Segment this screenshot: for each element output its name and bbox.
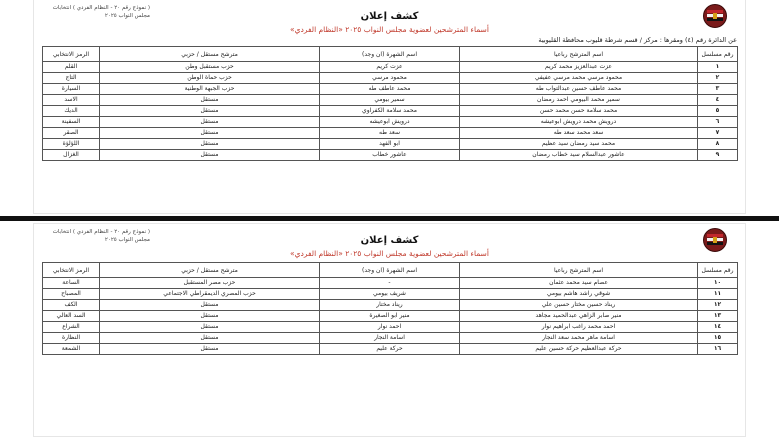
cell-fame: محمود مرسي bbox=[320, 73, 460, 84]
header-party: مترشح مستقل / حزبي bbox=[100, 47, 320, 62]
cell-name: اسامة ماهر محمد سعد النجار bbox=[460, 333, 698, 344]
cell-no: ٤ bbox=[698, 95, 738, 106]
cell-name: احمد محمد راغب ابراهيم نوار bbox=[460, 322, 698, 333]
header-fame: اسم الشهرة (ان وجد) bbox=[320, 263, 460, 278]
cell-name: شوقي راشد هاشم بيومي bbox=[460, 289, 698, 300]
cell-symbol: الغزال bbox=[43, 150, 100, 161]
announcement-page-2 bbox=[34, 224, 745, 436]
cell-party: حزب مستقبل وطن bbox=[100, 62, 320, 73]
form-number-label: ( نموذج رقم ٢٠ - النظام الفردي ) انتخابات مجلس النواب ٢٠٢٥ bbox=[52, 5, 150, 19]
header-name: اسم المترشح رباعيا bbox=[460, 263, 698, 278]
cell-party: مستقل bbox=[100, 311, 320, 322]
announcement-page-1 bbox=[34, 0, 745, 213]
cell-symbol: الديك bbox=[43, 106, 100, 117]
cell-fame: سمير بيومي bbox=[320, 95, 460, 106]
cell-symbol: الكف bbox=[43, 300, 100, 311]
header-symbol: الرمز الانتخابي bbox=[43, 263, 100, 278]
cell-fame: درويش ابوعيشه bbox=[320, 117, 460, 128]
cell-fame: اسامة النجار bbox=[320, 333, 460, 344]
cell-name: درويش محمد درويش ابوعيشه bbox=[460, 117, 698, 128]
cell-party: حزب مصر المستقبل bbox=[100, 278, 320, 289]
table-row bbox=[43, 278, 738, 289]
cell-fame: - bbox=[320, 278, 460, 289]
cell-symbol: الساعة bbox=[43, 278, 100, 289]
table-row bbox=[43, 344, 738, 355]
cell-name: سمير محمد البيومي احمد رمضان bbox=[460, 95, 698, 106]
cell-fame: عاشور خطاب bbox=[320, 150, 460, 161]
cell-name: عاشور عبدالسلام سيد خطاب رمضان bbox=[460, 150, 698, 161]
cell-symbol: الصقر bbox=[43, 128, 100, 139]
table-row bbox=[43, 73, 738, 84]
cell-name: حركة عبدالعظيم حركة حسين عليم bbox=[460, 344, 698, 355]
table-row bbox=[43, 106, 738, 117]
header-no: رقم مسلسل bbox=[698, 263, 738, 278]
candidates-table bbox=[42, 262, 738, 355]
cell-no: ١٣ bbox=[698, 311, 738, 322]
cell-name: ريناد حسين مختار حسين علي bbox=[460, 300, 698, 311]
cell-fame: محمد سلامة الكفراوي bbox=[320, 106, 460, 117]
district-label: عن الدائرة رقم (٤) ومقرها : مركز / قسم شرطة قليوب محافظة القليوبية bbox=[538, 36, 737, 44]
cell-party: حزب المصري الديمقراطي الاجتماعي bbox=[100, 289, 320, 300]
cell-no: ٦ bbox=[698, 117, 738, 128]
cell-symbol: اللؤلؤة bbox=[43, 139, 100, 150]
cell-fame: منير ابو الصغيرة bbox=[320, 311, 460, 322]
cell-party: مستقل bbox=[100, 150, 320, 161]
table-row bbox=[43, 95, 738, 106]
cell-name: عصام سيد محمد عثمان bbox=[460, 278, 698, 289]
cell-party: مستقل bbox=[100, 322, 320, 333]
cell-no: ٧ bbox=[698, 128, 738, 139]
table-row bbox=[43, 84, 738, 95]
header-party: مترشح مستقل / حزبي bbox=[100, 263, 320, 278]
cell-party: مستقل bbox=[100, 333, 320, 344]
cell-fame: احمد نوار bbox=[320, 322, 460, 333]
cell-party: مستقل bbox=[100, 95, 320, 106]
table-row bbox=[43, 128, 738, 139]
cell-no: ١٦ bbox=[698, 344, 738, 355]
cell-no: ١٥ bbox=[698, 333, 738, 344]
cell-no: ١ bbox=[698, 62, 738, 73]
cell-symbol: الشمعة bbox=[43, 344, 100, 355]
cell-fame: محمد عاطف طه bbox=[320, 84, 460, 95]
cell-no: ١٤ bbox=[698, 322, 738, 333]
cell-name: سعد محمد سعد طه bbox=[460, 128, 698, 139]
table-row bbox=[43, 322, 738, 333]
cell-name: محمد عاطف حسين عبدالتواب طه bbox=[460, 84, 698, 95]
form-number-label: ( نموذج رقم ٢٠ - النظام الفردي ) انتخابات مجلس النواب ٢٠٢٥ bbox=[52, 229, 150, 243]
cell-fame: ابو الفهد bbox=[320, 139, 460, 150]
header-no: رقم مسلسل bbox=[698, 47, 738, 62]
cell-party: مستقل bbox=[100, 139, 320, 150]
page-title: كشف إعلان bbox=[360, 235, 419, 246]
cell-no: ١١ bbox=[698, 289, 738, 300]
cell-fame: عزت كريم bbox=[320, 62, 460, 73]
header-symbol: الرمز الانتخابي bbox=[43, 47, 100, 62]
cell-no: ٨ bbox=[698, 139, 738, 150]
cell-no: ١٢ bbox=[698, 300, 738, 311]
table-row bbox=[43, 139, 738, 150]
cell-party: مستقل bbox=[100, 106, 320, 117]
cell-symbol: السد العالي bbox=[43, 311, 100, 322]
cell-party: مستقل bbox=[100, 117, 320, 128]
cell-symbol: السيارة bbox=[43, 84, 100, 95]
cell-name: محمود مرسي محمد مرسي عفيفي bbox=[460, 73, 698, 84]
cell-no: ٥ bbox=[698, 106, 738, 117]
cell-symbol: التاج bbox=[43, 73, 100, 84]
cell-party: مستقل bbox=[100, 300, 320, 311]
table-header-row bbox=[43, 263, 738, 278]
cell-no: ١٠ bbox=[698, 278, 738, 289]
cell-name: محمد سلامة حسن محمد حسن bbox=[460, 106, 698, 117]
cell-party: حزب الجبهة الوطنية bbox=[100, 84, 320, 95]
table-row bbox=[43, 300, 738, 311]
cell-fame: ريناد مختار bbox=[320, 300, 460, 311]
cell-symbol: السفينة bbox=[43, 117, 100, 128]
cell-party: مستقل bbox=[100, 128, 320, 139]
cell-symbol: الاسد bbox=[43, 95, 100, 106]
cell-symbol: المصباح bbox=[43, 289, 100, 300]
candidates-table bbox=[42, 46, 738, 161]
page-subtitle: أسماء المترشحين لعضوية مجلس النواب ٢٠٢٥ «النظام الفردي» bbox=[290, 25, 489, 34]
header-fame: اسم الشهرة (ان وجد) bbox=[320, 47, 460, 62]
page-title: كشف إعلان bbox=[360, 11, 419, 22]
table-row bbox=[43, 289, 738, 300]
cell-party: مستقل bbox=[100, 344, 320, 355]
table-header-row bbox=[43, 47, 738, 62]
cell-no: ٩ bbox=[698, 150, 738, 161]
cell-symbol: القلم bbox=[43, 62, 100, 73]
cell-fame: حركة عليم bbox=[320, 344, 460, 355]
cell-name: منير صابر الزاهي عبدالحميد مجاهد bbox=[460, 311, 698, 322]
table-row bbox=[43, 333, 738, 344]
header-name: اسم المترشح رباعيا bbox=[460, 47, 698, 62]
page-subtitle: أسماء المترشحين لعضوية مجلس النواب ٢٠٢٥ «النظام الفردي» bbox=[290, 249, 489, 258]
cell-name: عزت عبدالعزيز محمد كريم bbox=[460, 62, 698, 73]
table-row bbox=[43, 311, 738, 322]
cell-symbol: الشراع bbox=[43, 322, 100, 333]
page-separator bbox=[0, 216, 779, 221]
cell-no: ٢ bbox=[698, 73, 738, 84]
table-row bbox=[43, 117, 738, 128]
cell-fame: سعد طه bbox=[320, 128, 460, 139]
cell-name: محمد سيد رمضان سيد عظيم bbox=[460, 139, 698, 150]
cell-no: ٣ bbox=[698, 84, 738, 95]
cell-party: حزب حماة الوطن bbox=[100, 73, 320, 84]
cell-fame: شريف بيومي bbox=[320, 289, 460, 300]
cell-symbol: النظارة bbox=[43, 333, 100, 344]
table-row bbox=[43, 150, 738, 161]
table-row bbox=[43, 62, 738, 73]
